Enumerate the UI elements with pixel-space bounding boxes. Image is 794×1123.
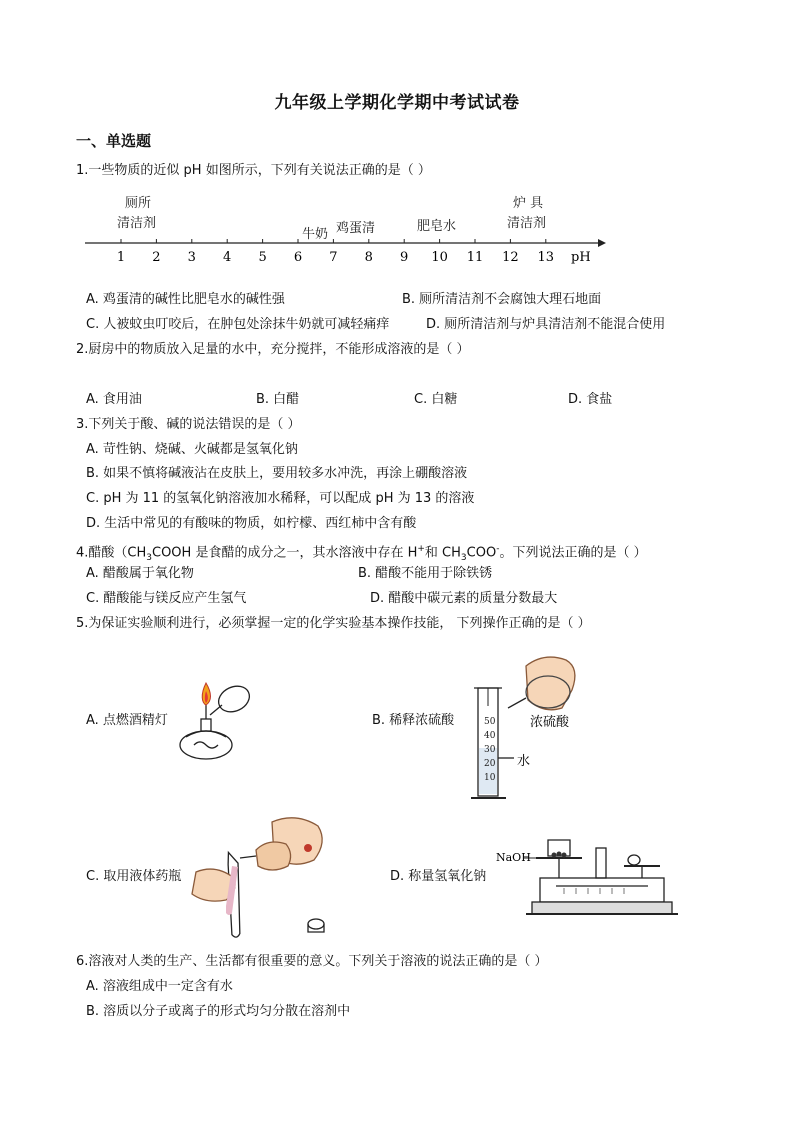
ph-tick-label: 7 xyxy=(329,250,338,265)
q4-option-c[interactable]: C. 醋酸能与镁反应产生氢气 xyxy=(86,591,247,606)
q2-option-d[interactable]: D. 食盐 xyxy=(568,392,613,407)
label-egg-white: 鸡蛋清 xyxy=(336,221,376,236)
q2-option-a[interactable]: A. 食用油 xyxy=(86,392,142,407)
q6-option-a[interactable]: A. 溶液组成中一定含有水 xyxy=(86,979,233,994)
conc-acid-label: 浓硫酸 xyxy=(530,715,570,730)
label-toilet-cleaner-line1: 厕所 xyxy=(125,196,152,211)
label-soap-water: 肥皂水 xyxy=(417,219,457,234)
ph-tick-label: 1 xyxy=(116,250,126,265)
q3-option-b[interactable]: B. 如果不慎将碱液沾在皮肤上，要用较多水冲洗，再涂上硼酸溶液 xyxy=(86,466,468,481)
question-3-stem: 3.下列关于酸、碱的说法错误的是（ ） xyxy=(76,417,301,432)
q3-option-a[interactable]: A. 苛性钠、烧碱、火碱都是氢氧化钠 xyxy=(86,442,298,457)
page-title: 九年级上学期化学期中考试试卷 xyxy=(274,93,520,113)
ph-scale-diagram xyxy=(0,190,794,280)
ph-tick-label: 10 xyxy=(431,250,448,265)
q5-option-a[interactable]: A. 点燃酒精灯 xyxy=(86,713,168,728)
cylinder-mark-20: 20 xyxy=(484,759,496,769)
alcohol-lamp-illustration xyxy=(176,675,256,765)
q6-option-b[interactable]: B. 溶质以分子或离子的形式均匀分散在溶剂中 xyxy=(86,1004,351,1019)
dilution-illustration xyxy=(466,648,596,803)
q2-option-b[interactable]: B. 白醋 xyxy=(256,392,300,407)
q5-option-b[interactable]: B. 稀释浓硫酸 xyxy=(372,713,455,728)
q2-option-c[interactable]: C. 白糖 xyxy=(414,392,458,407)
question-1-stem: 1.一些物质的近似 pH 如图所示，下列有关说法正确的是（ ） xyxy=(76,163,431,178)
ph-axis xyxy=(85,239,606,247)
q5-option-c[interactable]: C. 取用液体药瓶 xyxy=(86,869,182,884)
q3-option-c[interactable]: C. pH 为 11 的氢氧化钠溶液加水稀释，可以配成 pH 为 13 的溶液 xyxy=(86,491,475,506)
naoh-label: NaOH xyxy=(496,851,531,864)
pouring-liquid-illustration xyxy=(190,812,340,937)
ph-unit-label: pH xyxy=(571,250,591,265)
q5-option-d[interactable]: D. 称量氢氧化钠 xyxy=(390,869,487,884)
q1-option-d[interactable]: D. 厕所清洁剂与炉具清洁剂不能混合使用 xyxy=(426,317,666,332)
ph-tick-label: 9 xyxy=(400,250,409,265)
question-5-stem: 5.为保证实验顺利进行，必须掌握一定的化学实验基本操作技能， 下列操作正确的是（ ） xyxy=(76,616,591,631)
ph-tick-label: 3 xyxy=(187,250,196,265)
cylinder-mark-30: 30 xyxy=(484,745,496,755)
label-toilet-cleaner-line2: 清洁剂 xyxy=(117,216,157,231)
q4-option-b[interactable]: B. 醋酸不能用于除铁锈 xyxy=(358,566,493,581)
ph-tick-label: 5 xyxy=(258,250,267,265)
balance-illustration xyxy=(496,828,676,923)
q4-option-a[interactable]: A. 醋酸属于氧化物 xyxy=(86,566,194,581)
q1-option-c[interactable]: C. 人被蚊虫叮咬后，在肿包处涂抹牛奶就可减轻痛痒 xyxy=(86,317,390,332)
ph-tick-label: 13 xyxy=(537,250,555,265)
ph-tick-label: 2 xyxy=(152,250,161,265)
q3-option-d[interactable]: D. 生活中常见的有酸味的物质，如柠檬、西红柿中含有酸 xyxy=(86,516,417,531)
ph-tick-label: 6 xyxy=(293,250,303,265)
cylinder-mark-10: 10 xyxy=(484,773,496,783)
question-4-stem: 4.醋酸（$CH_3COOH$ 是食醋的成分之一，其水溶液中存在 H+和 $CH_3COO^-$。下列说法正确的是（ ） xyxy=(76,544,647,563)
question-6-stem: 6.溶液对人类的生产、生活都有很重要的意义。下列关于溶液的说法正确的是（ ） xyxy=(76,954,548,969)
cylinder-mark-50: 50 xyxy=(484,717,496,727)
ph-tick-label: 12 xyxy=(502,250,519,265)
label-stove-cleaner-line2: 清洁剂 xyxy=(507,216,547,231)
cylinder-mark-40: 40 xyxy=(484,731,496,741)
ph-tick-label: 8 xyxy=(364,250,373,265)
water-label: 水 xyxy=(517,754,531,769)
ph-tick-label: 11 xyxy=(466,250,484,265)
q1-option-b[interactable]: B. 厕所清洁剂不会腐蚀大理石地面 xyxy=(402,292,602,307)
label-milk: 牛奶 xyxy=(302,227,329,242)
ph-tick-label: 4 xyxy=(223,250,232,265)
question-2-stem: 2.厨房中的物质放入足量的水中，充分搅拌，不能形成溶液的是（ ） xyxy=(76,342,470,357)
label-stove-cleaner-line1: 炉 具 xyxy=(513,196,544,211)
q4-option-d[interactable]: D. 醋酸中碳元素的质量分数最大 xyxy=(370,591,558,606)
q1-option-a[interactable]: A. 鸡蛋清的碱性比肥皂水的碱性强 xyxy=(86,292,285,307)
section-heading: 一、单选题 xyxy=(76,132,152,150)
